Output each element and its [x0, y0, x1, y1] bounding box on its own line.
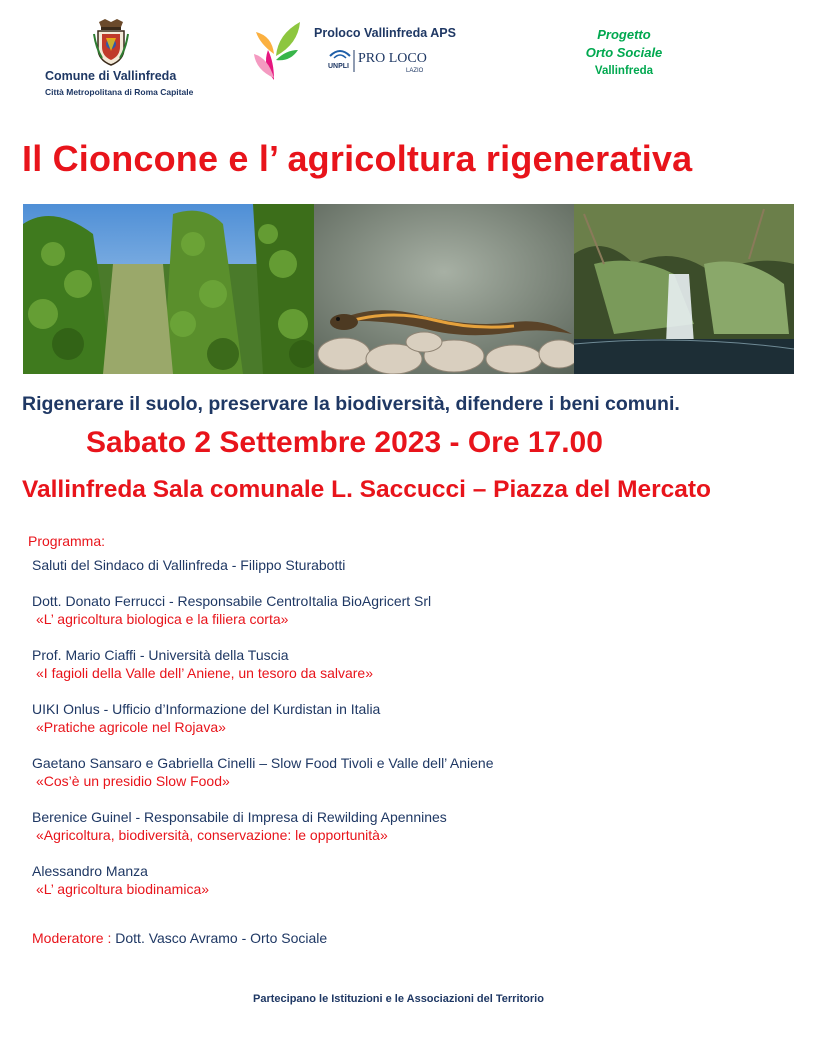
- program-list: [32, 556, 792, 916]
- event-date: Sabato 2 Settembre 2023 - Ore 17.00: [86, 426, 603, 459]
- program-item: [32, 700, 792, 736]
- program-item: [32, 808, 792, 844]
- program-talk: «I fagioli della Valle dell’ Aniene, un tesoro da salvare»: [36, 665, 373, 681]
- moderator-line: [32, 930, 327, 946]
- program-speaker: Saluti del Sindaco di Vallinfreda - Filippo Sturabotti: [32, 557, 346, 573]
- unpli-text: UNPLI: [328, 63, 349, 70]
- program-speaker: UIKI Onlus - Ufficio d’Informazione del Kurdistan in Italia: [32, 701, 381, 717]
- program-item: [32, 592, 792, 628]
- lazio-text: LAZIO: [406, 68, 424, 74]
- program-item: [32, 754, 792, 790]
- program-item: [32, 556, 792, 574]
- program-talk: «L’ agricoltura biologica e la filiera corta»: [36, 611, 289, 627]
- program-speaker: Prof. Mario Ciaffi - Università della Tuscia: [32, 647, 289, 663]
- page-title: Il Cioncone e l’ agricoltura rigenerativa: [22, 138, 693, 179]
- proloco-name: Proloco Vallinfreda APS: [314, 26, 456, 40]
- comune-name: Comune di Vallinfreda: [45, 69, 177, 83]
- leaf-logo-icon: [252, 20, 302, 82]
- program-speaker: Dott. Donato Ferrucci - Responsabile CentroItalia BioAgricert Srl: [32, 593, 432, 609]
- waterfall-photo: [574, 204, 794, 374]
- newt-photo: [314, 204, 574, 374]
- orto-line2: Orto Sociale: [585, 45, 663, 60]
- moderator-name: Dott. Vasco Avramo - Orto Sociale: [111, 930, 328, 946]
- orto-sociale-logo: [560, 26, 688, 80]
- program-item: [32, 862, 792, 898]
- program-label: Programma:: [28, 533, 106, 549]
- moderator-label: Moderatore :: [32, 930, 112, 946]
- program-talk: «Pratiche agricole nel Rojava»: [36, 719, 226, 735]
- comune-subtitle: Città Metropolitana di Roma Capitale: [45, 87, 194, 97]
- footer-note: Partecipano le Istituzioni e le Associazioni del Territorio: [253, 993, 544, 1005]
- proloco-text: PRO LOCO: [358, 51, 427, 66]
- unpli-proloco-logo: [326, 46, 434, 76]
- program-speaker: Berenice Guinel - Responsabile di Impresa di Rewilding Apennines: [32, 809, 447, 825]
- orto-line1: Progetto: [597, 27, 651, 42]
- program-speaker: Alessandro Manza: [32, 863, 148, 879]
- program-talk: «Agricoltura, biodiversità, conservazione: le opportunità»: [36, 827, 388, 843]
- bean-field-photo: [23, 204, 314, 374]
- program-talk: «Cos’è un presidio Slow Food»: [36, 773, 230, 789]
- program-talk: «L’ agricoltura biodinamica»: [36, 881, 210, 897]
- event-venue: Vallinfreda Sala comunale L. Saccucci – Piazza del Mercato: [22, 476, 712, 503]
- photo-strip: [23, 204, 794, 374]
- coat-of-arms-icon: [93, 18, 129, 66]
- program-speaker: Gaetano Sansaro e Gabriella Cinelli – Slow Food Tivoli e Valle dell’ Aniene: [32, 755, 494, 771]
- tagline: Rigenerare il suolo, preservare la biodiversità, difendere i beni comuni.: [22, 393, 680, 415]
- orto-line3: Vallinfreda: [594, 65, 654, 77]
- program-item: [32, 646, 792, 682]
